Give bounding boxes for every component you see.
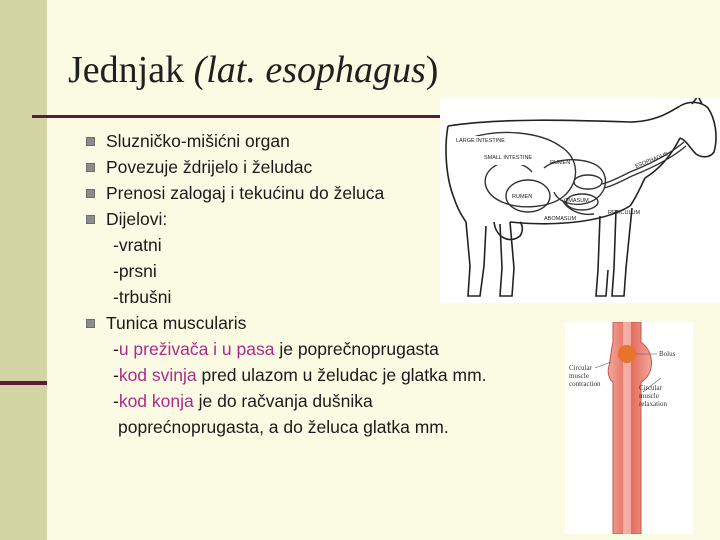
highlight-text: kod svinja — [118, 365, 197, 385]
cow-digestive-illustration — [440, 98, 720, 303]
label-contraction-3: contraction — [569, 380, 601, 388]
label-reticulum: RETICULUM — [608, 210, 641, 216]
title-close: ) — [425, 49, 439, 91]
bullet-list — [86, 128, 487, 440]
label-relaxation-3: relaxation — [639, 400, 667, 408]
sub-item-prsni: -prsni — [113, 261, 157, 281]
label-relaxation-2: muscle — [639, 392, 659, 400]
bullet-item: Povezuje ždrijelo i želudac — [86, 154, 487, 180]
bullet-item: Prenosi zalogaj i tekućinu do želuca — [86, 180, 487, 206]
cow-line-drawing — [440, 98, 720, 303]
muscularis-ruminants-pets: -u preživača i u pasa je poprečnoprugasta — [113, 339, 439, 359]
left-band-divider — [0, 381, 47, 385]
slide-title — [68, 48, 438, 92]
label-abomasum: ABOMASUM — [544, 216, 577, 222]
title-underline — [32, 115, 442, 118]
bullet-square-icon — [86, 215, 95, 224]
bullet-item: Sluzničko-mišićni organ — [86, 128, 487, 154]
sub-item-trbusni: -trbušni — [113, 287, 172, 307]
label-bolus: Bolus — [659, 350, 676, 358]
label-contraction-1: Circular — [569, 364, 592, 372]
muscularis-pigs: -kod svinja pred ulazom u želudac je glatka mm. — [113, 365, 487, 385]
esophagus-peristalsis-illustration — [565, 322, 693, 534]
label-esophagus: ESOPHAGUS — [634, 151, 670, 170]
muscularis-horses: -kod konja je do račvanja dušnika — [113, 391, 373, 411]
label-rumen-lower: RUMEN — [512, 194, 533, 200]
label-contraction-2: muscle — [569, 372, 589, 380]
bullet-square-icon — [86, 319, 95, 328]
bullet-item: Dijelovi: — [86, 206, 487, 232]
label-small-intestine: SMALL INTESTINE — [484, 155, 533, 161]
title-main: Jednjak — [68, 49, 194, 91]
bullet-square-icon — [86, 189, 95, 198]
bullet-square-icon — [86, 163, 95, 172]
label-omasum: OMASUM — [564, 198, 589, 204]
left-accent-band — [0, 0, 47, 540]
label-relaxation-1: Circular — [639, 384, 662, 392]
esophagus-diagram — [565, 322, 693, 534]
label-rumen-upper: RUMEN — [550, 160, 571, 166]
bullet-square-icon — [86, 137, 95, 146]
highlight-text: kod konja — [118, 391, 194, 411]
muscularis-horses-continued: poprećnoprugasta, a do želuca glatka mm. — [118, 417, 449, 437]
bullet-item: Tunica muscularis — [86, 310, 487, 336]
title-italic: (lat. esophagus — [193, 49, 426, 91]
label-large-intestine: LARGE INTESTINE — [456, 138, 505, 144]
sub-item-vratni: -vratni — [113, 235, 162, 255]
highlight-text: u preživača i u pasa — [118, 339, 275, 359]
